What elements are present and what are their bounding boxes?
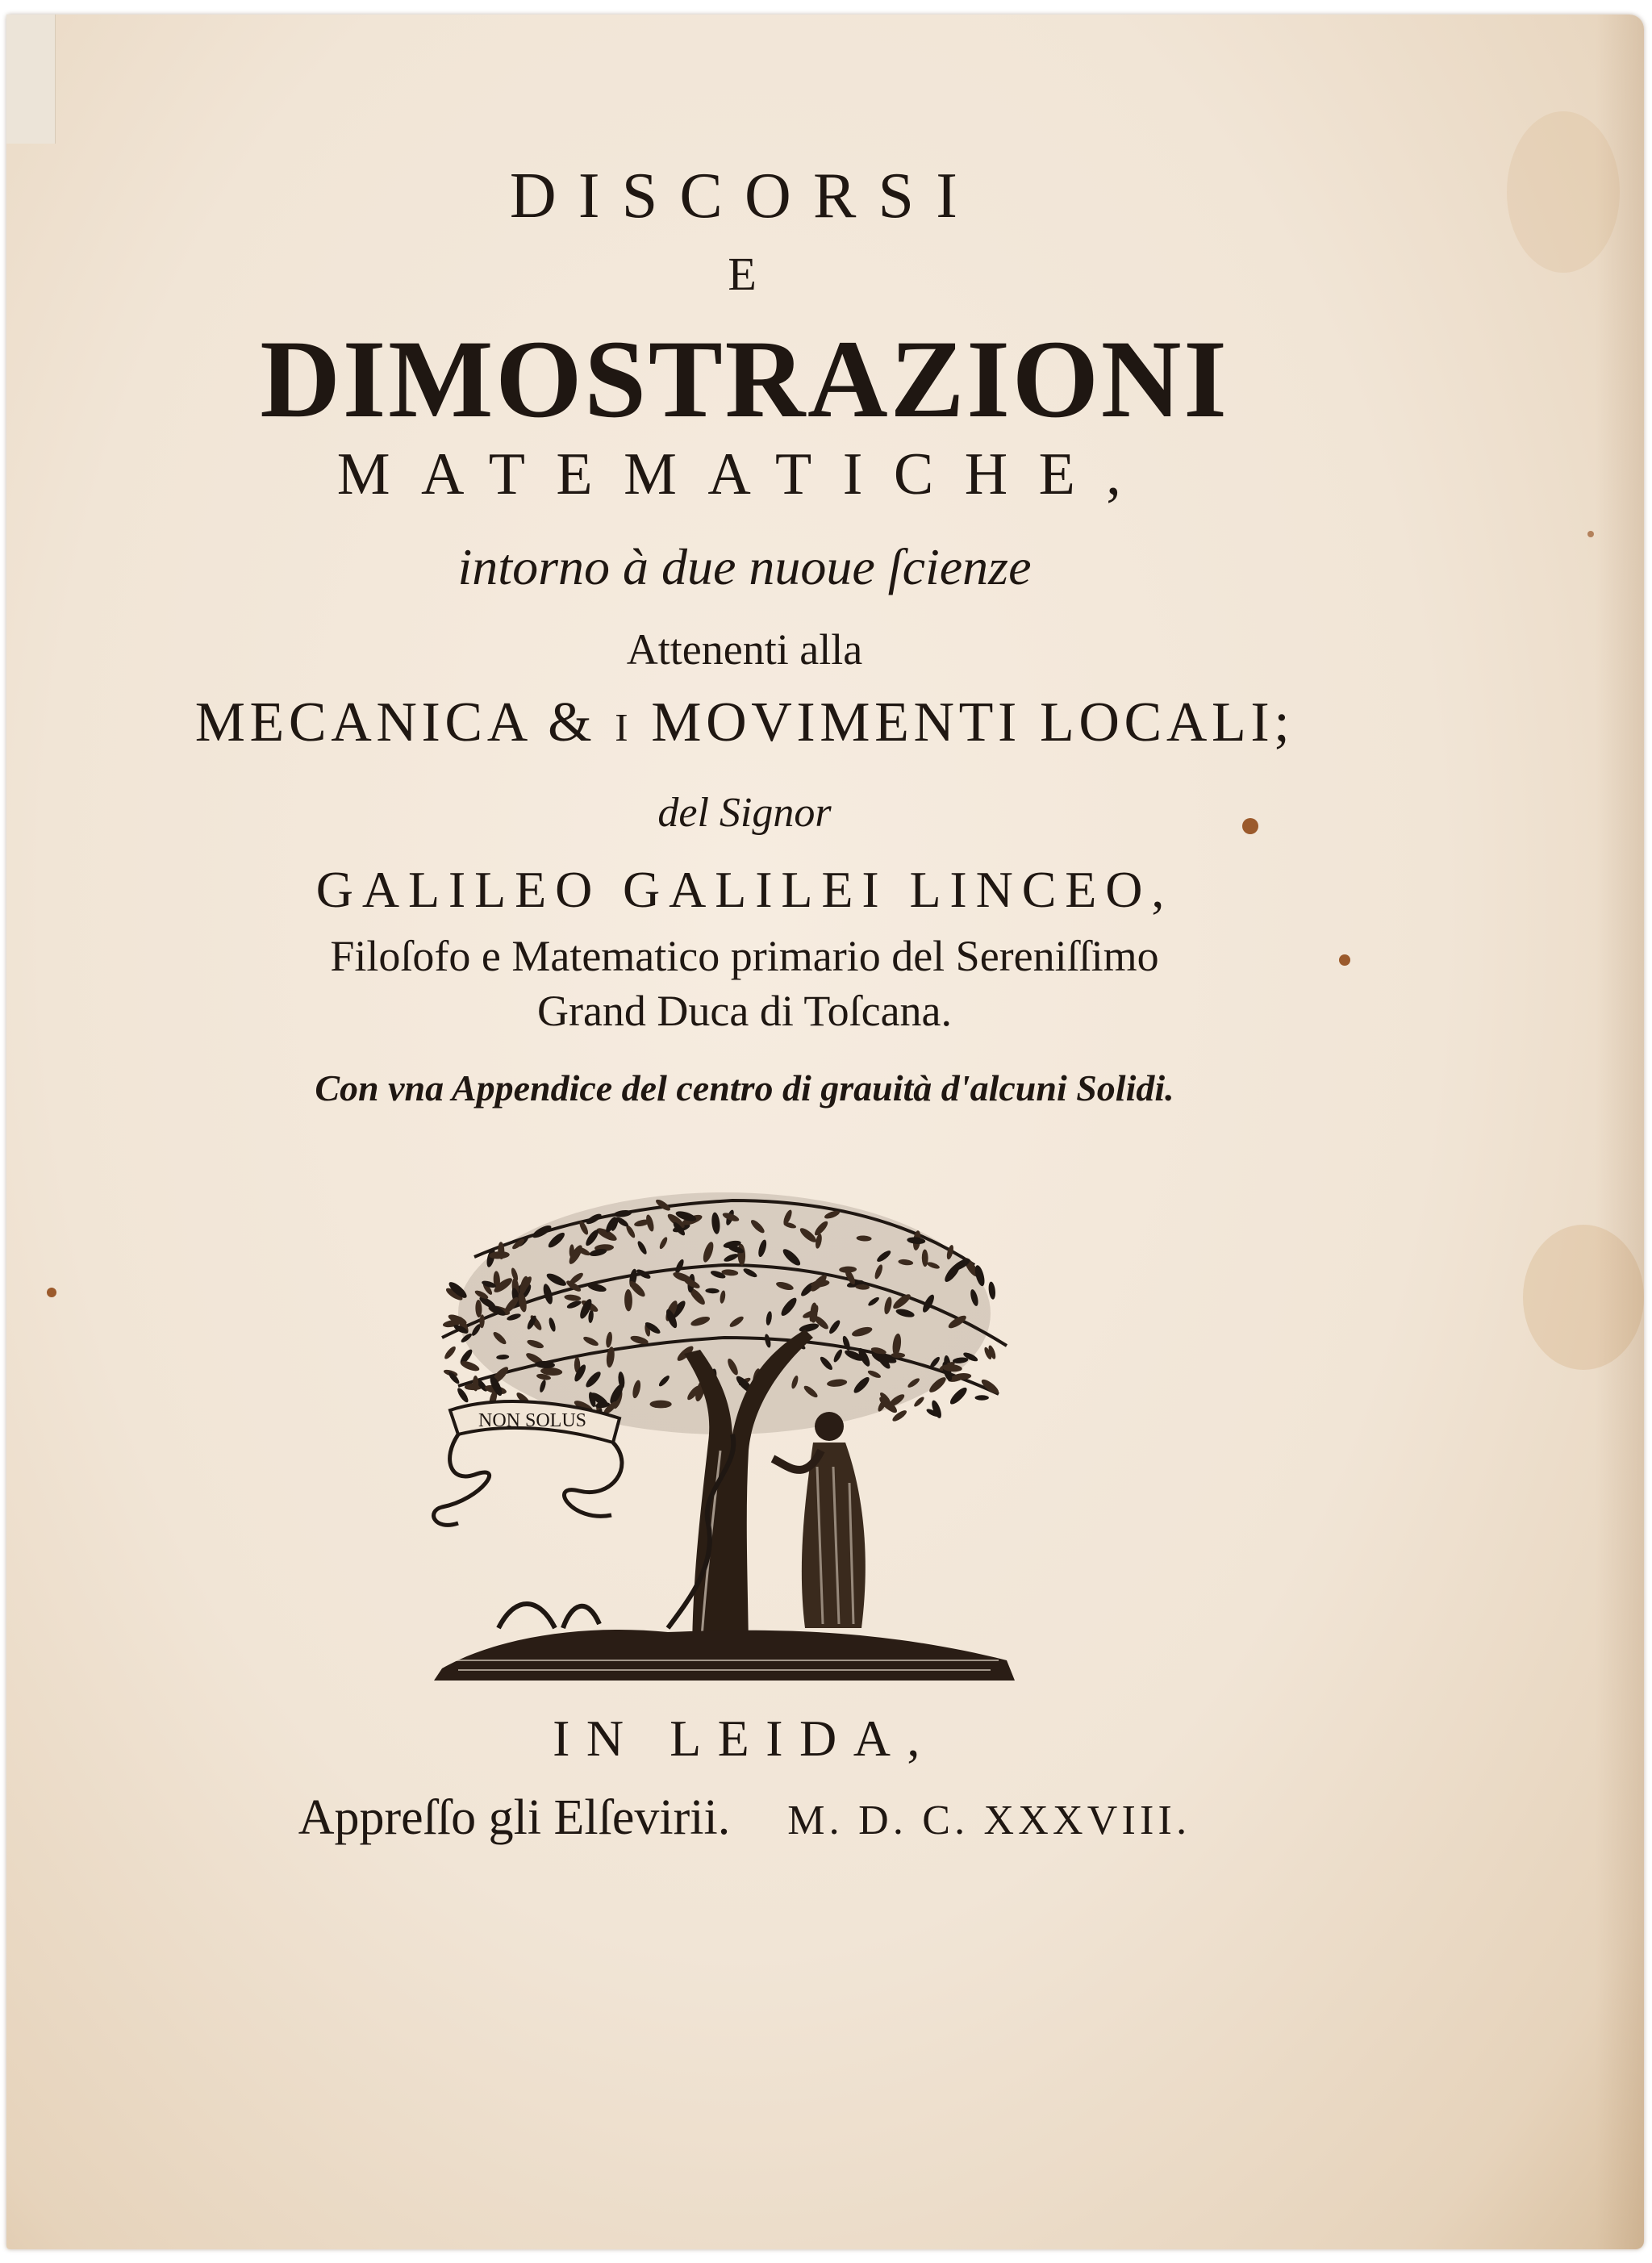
title-line-dimostrazioni: DIMOSTRAZIONI: [260, 317, 1229, 440]
imprint-date: M. D. C. XXXVIII.: [787, 1797, 1191, 1843]
title-line-attenenti: Attenenti alla: [626, 625, 863, 674]
leaf: [975, 1395, 989, 1400]
title-line-del-signor: del Signor: [657, 790, 832, 836]
title-page: [6, 15, 1644, 2249]
title-line-subtitle: intorno à due nuoue ſcienze: [457, 538, 1032, 595]
water-stain: [1507, 111, 1620, 273]
title-line-e: E: [728, 248, 761, 300]
scholar-figure: [773, 1412, 866, 1628]
scroll-banner: [434, 1401, 622, 1525]
imprint-publisher: Appreſſo gli Elſevirii.: [298, 1790, 731, 1845]
appendix-note: Con vna Appendice del centro di grauità d'alcuni Solidi.: [315, 1067, 1174, 1109]
title-line-mecanica: MECANICA & i MOVIMENTI LOCALI;: [194, 691, 1295, 754]
author-name: GALILEO GALILEI LINCEO,: [315, 861, 1174, 918]
torn-corner: [6, 15, 56, 144]
printers-device-woodcut: [426, 1176, 1023, 1685]
leaf: [948, 1385, 969, 1406]
title-line-matematiche: MATEMATICHE,: [336, 441, 1153, 507]
foxing-spot: [1587, 531, 1594, 537]
foxing-spot: [47, 1288, 56, 1297]
author-title-line2: Grand Duca di Toſcana.: [536, 987, 953, 1035]
motto-text: NON SOLUS: [478, 1410, 587, 1431]
leaf: [987, 1281, 996, 1300]
title-line-discorsi: DISCORSI: [509, 161, 980, 232]
imprint-place: IN LEIDA,: [553, 1710, 937, 1767]
water-stain: [1523, 1225, 1644, 1370]
leaf: [650, 1401, 672, 1409]
imprint-publisher-line: [6, 1789, 1483, 1847]
author-title-line1: Filoſofo e Matematico primario del Sereniſſimo: [330, 932, 1159, 980]
leaf: [443, 1345, 457, 1360]
